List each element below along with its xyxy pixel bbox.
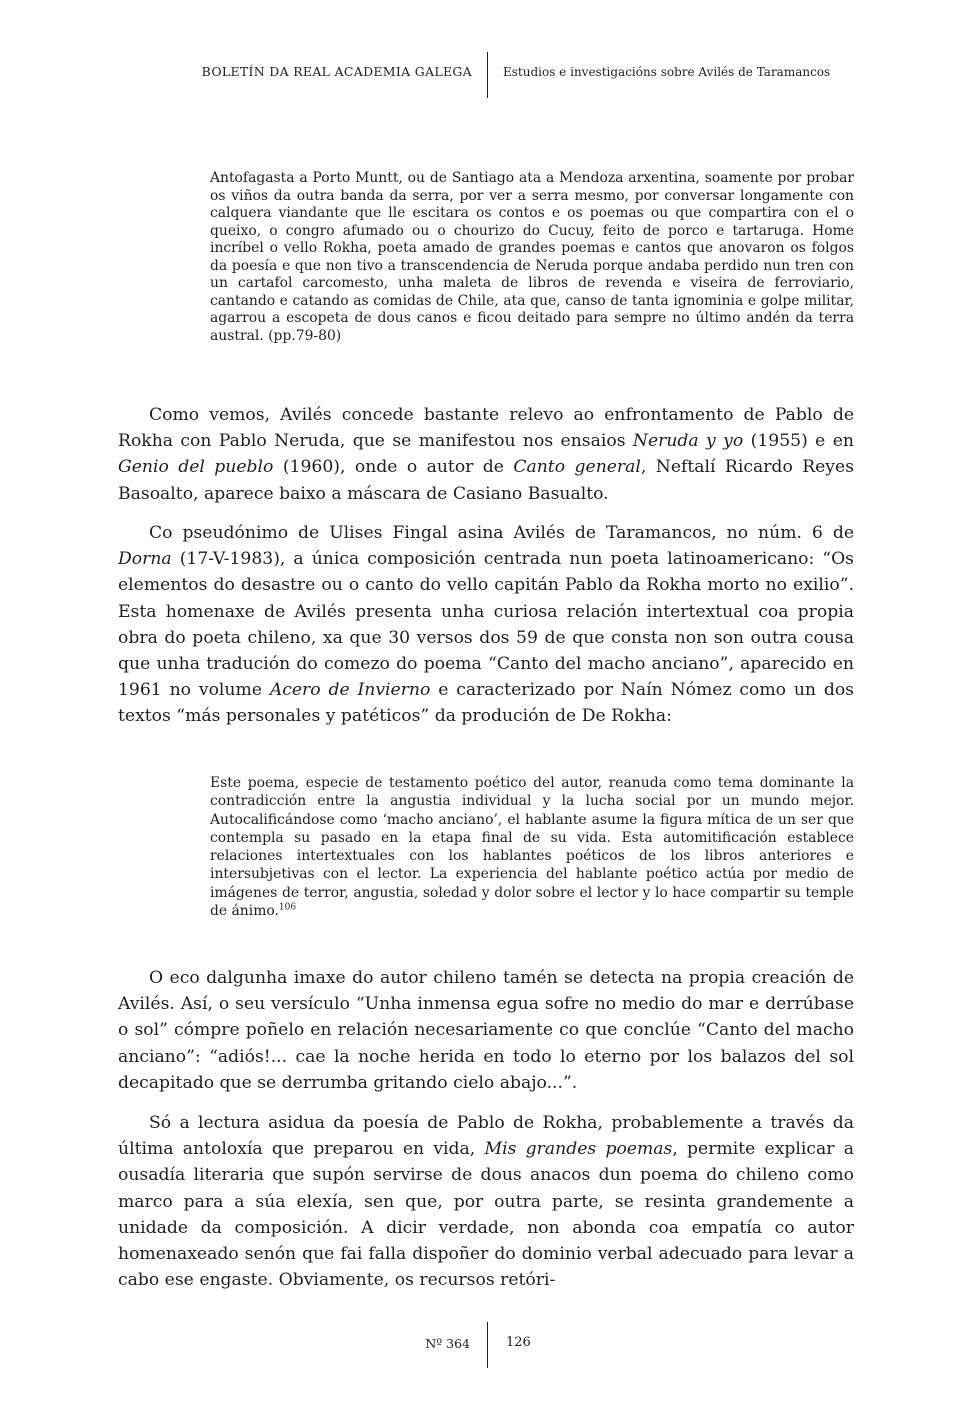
title-genio-del-pueblo: Genio del pueblo <box>118 457 274 478</box>
title-canto-general: Canto general <box>513 457 641 478</box>
footnote-ref: 106 <box>278 902 297 913</box>
title-acero-de-invierno: Acero de Invierno <box>269 680 431 701</box>
journal-title: BOLETÍN DA REAL ACADEMIA GALEGA <box>201 64 472 79</box>
footer-divider <box>487 1322 488 1368</box>
block-quote-1: Antofagasta a Porto Muntt, ou de Santiago ata a Mendoza arxentina, soamente por probar os viños da outra banda da serra, por ver a serra mesmo, por conversar longamente con calquera viandante que lle escitara os contos e os poemas ou que compartira con el o queixo, o congro afumado ou o chourizo do Cucuy, feito de porco e tartaruga. Home incríbel o vello Rokha, poeta amado de grandes poemas e cantos que anovaron os folgos da poesía e que non tivo a transcendencia de Neruda porque andaba perdido nun tren con un cartafol carcomesto, unha maleta de libros de revenda e viseira de ferroviario, cantando e catando as comidas de Chile, ata que, canso de tanta ignominia e golpe militar, agarrou a escopeta de dous canos e ficou deitado para sempre no último andén da terra austral. (pp.79-80) <box>210 170 854 344</box>
paragraph-2: Co pseudónimo de Ulises Fingal asina Avilés de Taramancos, no núm. 6 de Dorna (17-V-1983), a única composición centrada nun poeta latinoamericano: “Os elementos do desastre ou o canto do vello capitán Pablo da Rokha morto no exilio”. Esta homenaxe de Avilés presenta unha curiosa relación intertextual coa propia obra do poeta chileno, xa que 30 versos dos 59 de que consta non son outra cousa que unha tradución do comezo do poema “Canto del macho anciano”, aparecido en 1961 no volume Acero de Invierno e caracterizado por Naín Nómez como un dos textos “más personales y patéticos” da produción de De Rokha: <box>118 523 854 727</box>
header-divider <box>487 52 488 98</box>
title-dorna: Dorna <box>118 549 172 570</box>
paragraph-1: Como vemos, Avilés concede bastante relevo ao enfrontamento de Pablo de Rokha con Pablo Neruda, que se manifestou nos ensaios Neruda y yo (1955) e en Genio del pueblo (1960), onde o autor de Canto general, Neftalí Ricardo Reyes Basoalto, aparece baixo a máscara de Casiano Basualto. <box>118 405 855 504</box>
title-mis-grandes-poemas: Mis grandes poemas <box>484 1139 673 1160</box>
title-neruda-y-yo: Neruda y yo <box>632 431 744 452</box>
paragraph-4: Só a lectura asidua da poesía de Pablo de Rokha, probablemente a través da última antoloxía que preparou en vida, Mis grandes poemas, permite explicar a ousadía literaria que supón servirse de dous anacos dun poema do chileno como marco para a súa elexía, sen que, por outra parte, se resinta grandemente a unidade da composición. A dicir verdade, non abonda coa empatía co autor homenaxeado senón que fai falla dispoñer do dominio verbal adecuado para levar a cabo ese engaste. Obviamente, os recursos retóri- <box>118 1113 854 1291</box>
paragraph-3: O eco dalgunha imaxe do autor chileno tamén se detecta na propia creación de Avilés. Así, o seu versículo “Unha inmensa egua sofre no medio do mar e derrúbase o sol” cómpre poñelo en relación necesariamente co que conclúe “Canto del macho anciano”: “adiós!... cae la noche herida en todo lo eterno por los balazos del sol decapitado que se derrumba gritando cielo abajo...”. <box>118 968 854 1093</box>
page-number: 126 <box>506 1335 531 1350</box>
section-title: Estudios e investigacións sobre Avilés de Taramancos <box>503 65 831 79</box>
block-quote-2: Este poema, especie de testamento poético del autor, reanuda como tema dominante la contradicción entre la angustia individual y la lucha social por un mundo mejor. Autocalificándose como ‘macho anciano’, el hablante asume la figura mítica de un ser que contempla su pasado en la etapa final de su vida. Esta automitificación establece relaciones intertextuales con los hablantes poéticos de los libros anteriores e intersubjetivas con el lector. La experiencia del hablante poético actúa por medio de imágenes de terror, angustia, soledad y dolor sobre el lector y lo hace compartir su temple de ánimo.$^{106}$ <box>210 775 854 920</box>
issue-number: Nº 364 <box>425 1336 470 1351</box>
